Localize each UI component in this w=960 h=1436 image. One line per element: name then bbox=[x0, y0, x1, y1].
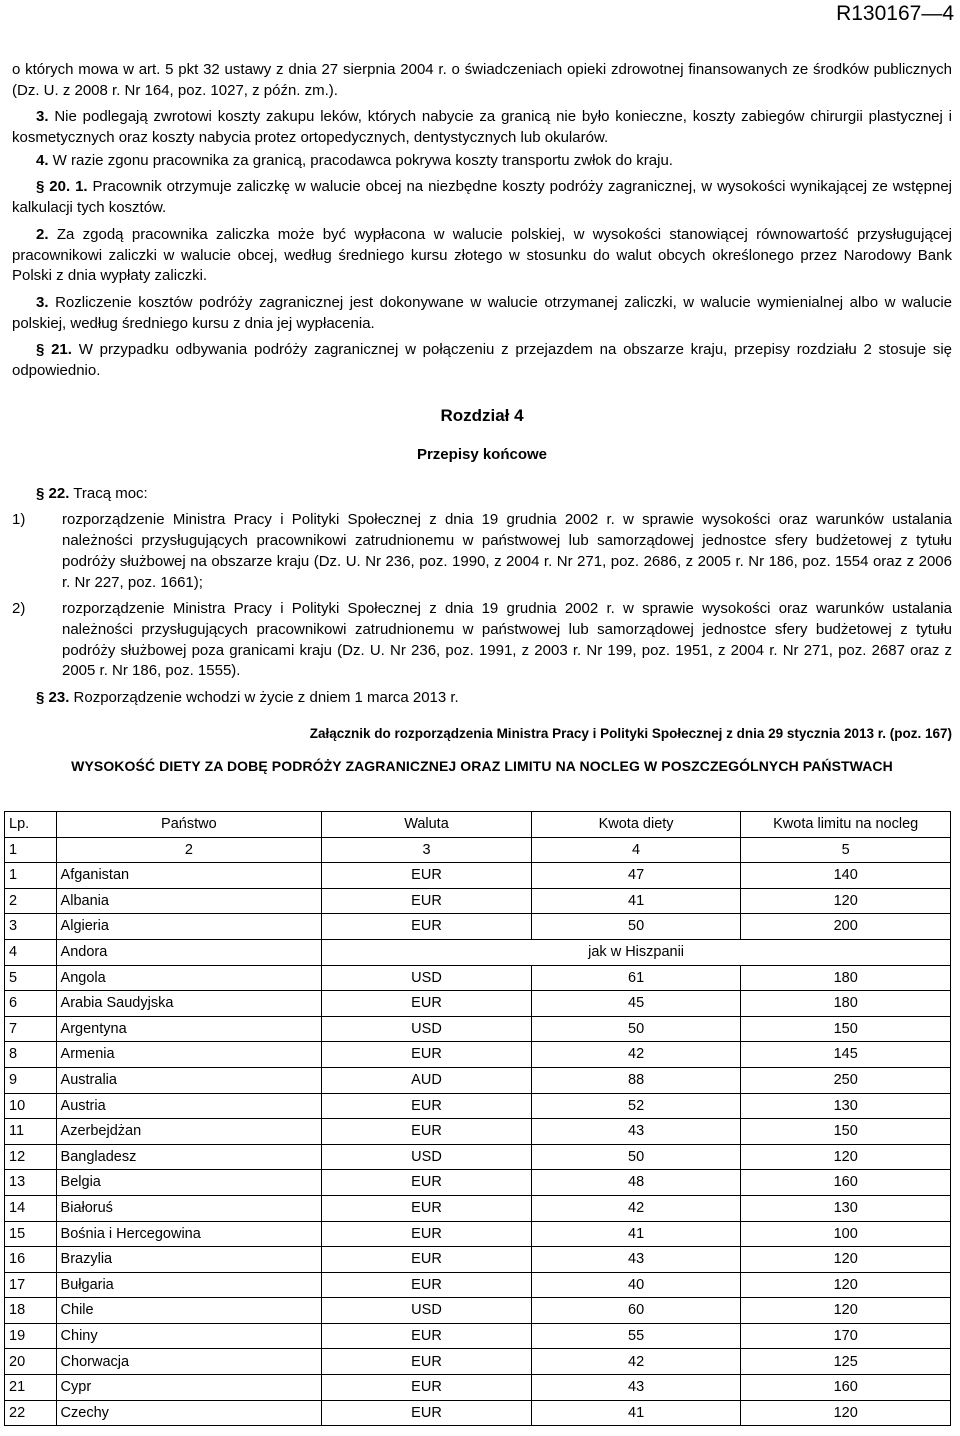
paragraph-number: § 23. bbox=[36, 688, 70, 706]
cell-lp: 18 bbox=[5, 1298, 57, 1324]
cell-currency: EUR bbox=[322, 1042, 532, 1068]
cell-country: Belgia bbox=[56, 1170, 322, 1196]
cell-limit: 250 bbox=[741, 1067, 951, 1093]
cell-currency: USD bbox=[322, 965, 532, 991]
cell-limit: 130 bbox=[741, 1195, 951, 1221]
annex-title: Załącznik do rozporządzenia Ministra Pracy i Polityki Społecznej z dnia 29 stycznia 2013 r. (poz. 167) bbox=[309, 725, 952, 741]
cell-lp: 5 bbox=[5, 965, 57, 991]
paragraph-text: W przypadku odbywania podróży zagranicznej w połączeniu z przejazdem na obszarze kraju, przepisy rozdziału 2 stosuje się odpowiednio. bbox=[12, 341, 953, 379]
repeal-item-text: rozporządzenie Ministra Pracy i Polityki Społecznej z dnia 19 grudnia 2002 r. w sprawie wysokości oraz warunków ustalania należności przysługujących pracownikowi zatrudnionemu w państwowej lub samorządowej jednostce sfery budżetowej z tytułu podróży służbowej na obszarze kraju (Dz. U. Nr 236, poz. 1990, z 2004 r. Nr 271, poz. 2686, z 2005 r. Nr 186, poz. 1554 oraz z 2006 r. Nr 227, poz. 1661); bbox=[62, 511, 952, 591]
table-row bbox=[5, 1272, 951, 1298]
cell-limit: 180 bbox=[741, 991, 951, 1017]
table-row bbox=[5, 1170, 951, 1196]
column-number: 3 bbox=[322, 837, 532, 863]
cell-limit: 120 bbox=[741, 1400, 951, 1426]
paragraph-19-3 bbox=[12, 107, 952, 148]
table-row bbox=[5, 1221, 951, 1247]
cell-currency: EUR bbox=[322, 991, 532, 1017]
cell-lp: 20 bbox=[5, 1349, 57, 1375]
cell-diet: 40 bbox=[531, 1272, 741, 1298]
table-row bbox=[5, 863, 951, 889]
cell-currency: EUR bbox=[322, 1093, 532, 1119]
table-row bbox=[5, 1375, 951, 1401]
table-row bbox=[5, 1093, 951, 1119]
paragraph-text: Pracownik otrzymuje zaliczkę w walucie obcej na niezbędne koszty podróży zagranicznej, w wysokości wynikającej ze wstępnej kalkulacji tych kosztów. bbox=[12, 178, 952, 217]
cell-diet: 43 bbox=[531, 1375, 741, 1401]
cell-diet: 48 bbox=[531, 1170, 741, 1196]
cell-diet: 42 bbox=[531, 1349, 741, 1375]
cell-currency: EUR bbox=[322, 888, 532, 914]
cell-currency: EUR bbox=[322, 863, 532, 889]
table-row bbox=[5, 1067, 951, 1093]
cell-country: Czechy bbox=[56, 1400, 322, 1426]
cell-country: Austria bbox=[56, 1093, 322, 1119]
cell-diet: 43 bbox=[531, 1247, 741, 1273]
paragraph-22 bbox=[12, 484, 952, 505]
cell-currency: EUR bbox=[322, 1272, 532, 1298]
cell-country: Argentyna bbox=[56, 1016, 322, 1042]
cell-country: Arabia Saudyjska bbox=[56, 991, 322, 1017]
repeal-item-number: 1) bbox=[12, 511, 26, 529]
cell-lp: 13 bbox=[5, 1170, 57, 1196]
paragraph-text: Rozporządzenie wchodzi w życie z dniem 1 marca 2013 r. bbox=[69, 688, 459, 706]
table-row bbox=[5, 1298, 951, 1324]
table-column-number-row bbox=[5, 837, 951, 863]
cell-lp: 21 bbox=[5, 1375, 57, 1401]
repeal-item-number: 2) bbox=[12, 600, 26, 618]
cell-lp: 2 bbox=[5, 888, 57, 914]
cell-limit: 120 bbox=[741, 1144, 951, 1170]
cell-limit: 170 bbox=[741, 1323, 951, 1349]
cell-currency: USD bbox=[322, 1144, 532, 1170]
paragraph-19-4 bbox=[12, 151, 952, 172]
column-header: Kwota limitu na nocleg bbox=[741, 812, 951, 838]
cell-lp: 6 bbox=[5, 991, 57, 1017]
cell-lp: 9 bbox=[5, 1067, 57, 1093]
cell-limit: 145 bbox=[741, 1042, 951, 1068]
cell-diet: 50 bbox=[531, 914, 741, 940]
cell-currency: EUR bbox=[322, 1119, 532, 1145]
table-row bbox=[5, 1349, 951, 1375]
cell-country: Afganistan bbox=[56, 863, 322, 889]
cell-diet: 88 bbox=[531, 1067, 741, 1093]
cell-diet: 42 bbox=[531, 1195, 741, 1221]
cell-country: Angola bbox=[56, 965, 322, 991]
paragraph-number: § 21. bbox=[36, 341, 72, 359]
paragraph-text: Nie podlegają zwrotowi koszty zakupu leków, których nabycie za granicą nie było konieczne, koszty zabiegów chirurgii plastycznej i kosmetycznych oraz koszty nabycia protez ortopedycznych, dentystycznych lub okularów. bbox=[12, 108, 952, 147]
cell-diet: 60 bbox=[531, 1298, 741, 1324]
column-number: 4 bbox=[531, 837, 741, 863]
cell-country: Brazylia bbox=[56, 1247, 322, 1273]
cell-diet: 41 bbox=[531, 1400, 741, 1426]
paragraph-20-3 bbox=[12, 293, 952, 334]
cell-country: Bułgaria bbox=[56, 1272, 322, 1298]
cell-country: Australia bbox=[56, 1067, 322, 1093]
cell-note: jak w Hiszpanii bbox=[322, 939, 951, 965]
cell-diet: 50 bbox=[531, 1016, 741, 1042]
cell-country: Azerbejdżan bbox=[56, 1119, 322, 1145]
repeal-list bbox=[12, 510, 952, 682]
cell-lp: 3 bbox=[5, 914, 57, 940]
cell-limit: 130 bbox=[741, 1093, 951, 1119]
paragraph-number: 4. bbox=[36, 151, 49, 169]
paragraph-23 bbox=[12, 688, 952, 709]
cell-country: Chiny bbox=[56, 1323, 322, 1349]
cell-country: Chorwacja bbox=[56, 1349, 322, 1375]
table-row bbox=[5, 939, 951, 965]
paragraph-text: Rozliczenie kosztów podróży zagranicznej jest dokonywane w walucie otrzymanej zaliczki, w walucie wymienialnej albo w walucie polskiej, według średniego kursu z dnia jej wypłacenia. bbox=[12, 293, 952, 332]
cell-diet: 52 bbox=[531, 1093, 741, 1119]
table-body bbox=[5, 863, 951, 1426]
cell-diet: 41 bbox=[531, 888, 741, 914]
repeal-item-text: rozporządzenie Ministra Pracy i Polityki Społecznej z dnia 19 grudnia 2002 r. w sprawie wysokości oraz warunków ustalania należności przysługujących pracownikowi zatrudnionemu w państwowej lub samorządowej jednostce sfery budżetowej z tytułu podróży służbowej poza granicami kraju (Dz. U. Nr 236, poz. 1991, z 2003 r. Nr 199, poz. 1951, z 2004 r. Nr 271, poz. 2687 oraz z 2005 r. Nr 186, poz. 1555). bbox=[62, 600, 952, 680]
cell-country: Bośnia i Hercegowina bbox=[56, 1221, 322, 1247]
table-row bbox=[5, 1016, 951, 1042]
cell-currency: EUR bbox=[322, 1400, 532, 1426]
per-diem-table bbox=[4, 811, 951, 1426]
cell-currency: AUD bbox=[322, 1067, 532, 1093]
cell-limit: 160 bbox=[741, 1375, 951, 1401]
cell-limit: 140 bbox=[741, 863, 951, 889]
table-header-row bbox=[5, 812, 951, 838]
repeal-item bbox=[12, 599, 952, 682]
cell-lp: 4 bbox=[5, 939, 57, 965]
cell-currency: EUR bbox=[322, 1170, 532, 1196]
cell-limit: 120 bbox=[741, 888, 951, 914]
column-number: 1 bbox=[5, 837, 57, 863]
cell-limit: 150 bbox=[741, 1016, 951, 1042]
cell-country: Andora bbox=[56, 939, 322, 965]
cell-lp: 11 bbox=[5, 1119, 57, 1145]
table-row bbox=[5, 914, 951, 940]
cell-limit: 120 bbox=[741, 1272, 951, 1298]
cell-diet: 43 bbox=[531, 1119, 741, 1145]
column-number: 2 bbox=[56, 837, 322, 863]
cell-lp: 1 bbox=[5, 863, 57, 889]
paragraph-number: 3. bbox=[36, 108, 49, 126]
chapter-subtitle: Przepisy końcowe bbox=[416, 446, 548, 464]
cell-currency: USD bbox=[322, 1016, 532, 1042]
cell-lp: 8 bbox=[5, 1042, 57, 1068]
cell-country: Armenia bbox=[56, 1042, 322, 1068]
cell-limit: 120 bbox=[741, 1298, 951, 1324]
document-body bbox=[12, 60, 952, 777]
cell-lp: 14 bbox=[5, 1195, 57, 1221]
table-title: WYSOKOŚĆ DIETY ZA DOBĘ PODRÓŻY ZAGRANICZNEJ ORAZ LIMITU NA NOCLEG W POSZCZEGÓLNYCH PAŃSTWACH bbox=[71, 758, 893, 775]
repeal-item bbox=[12, 510, 952, 593]
paragraph-text: W razie zgonu pracownika za granicą, pracodawca pokrywa koszty transportu zwłok do kraju. bbox=[48, 151, 673, 169]
table-row bbox=[5, 888, 951, 914]
cell-lp: 16 bbox=[5, 1247, 57, 1273]
cell-limit: 100 bbox=[741, 1221, 951, 1247]
column-header: Kwota diety bbox=[531, 812, 741, 838]
column-header: Państwo bbox=[56, 812, 322, 838]
cell-currency: EUR bbox=[322, 1349, 532, 1375]
cell-diet: 55 bbox=[531, 1323, 741, 1349]
cell-lp: 7 bbox=[5, 1016, 57, 1042]
table-row bbox=[5, 1247, 951, 1273]
cell-currency: EUR bbox=[322, 1323, 532, 1349]
paragraph-number: § 22. bbox=[36, 484, 70, 502]
cell-currency: EUR bbox=[322, 914, 532, 940]
cell-diet: 41 bbox=[531, 1221, 741, 1247]
paragraph-number: 2. bbox=[36, 225, 49, 243]
paragraph-number: 3. bbox=[36, 293, 49, 311]
cell-currency: EUR bbox=[322, 1375, 532, 1401]
table-row bbox=[5, 991, 951, 1017]
cell-country: Białoruś bbox=[56, 1195, 322, 1221]
cell-limit: 180 bbox=[741, 965, 951, 991]
cell-currency: EUR bbox=[322, 1221, 532, 1247]
paragraph-number: § 20. 1. bbox=[36, 178, 88, 196]
cell-country: Bangladesz bbox=[56, 1144, 322, 1170]
cell-country: Algieria bbox=[56, 914, 322, 940]
cell-limit: 200 bbox=[741, 914, 951, 940]
cell-diet: 42 bbox=[531, 1042, 741, 1068]
cell-diet: 61 bbox=[531, 965, 741, 991]
cell-limit: 160 bbox=[741, 1170, 951, 1196]
cell-country: Albania bbox=[56, 888, 322, 914]
paragraph-continuation: o których mowa w art. 5 pkt 32 ustawy z dnia 27 sierpnia 2004 r. o świadczeniach opieki zdrowotnej finansowanych ze środków publicznych (Dz. U. z 2008 r. Nr 164, poz. 1027, z późn. zm.). bbox=[12, 61, 952, 99]
cell-limit: 120 bbox=[741, 1247, 951, 1273]
cell-currency: EUR bbox=[322, 1247, 532, 1273]
table-row bbox=[5, 1400, 951, 1426]
cell-diet: 45 bbox=[531, 991, 741, 1017]
cell-lp: 15 bbox=[5, 1221, 57, 1247]
cell-limit: 150 bbox=[741, 1119, 951, 1145]
paragraph-20-1 bbox=[12, 177, 952, 218]
table-row bbox=[5, 1119, 951, 1145]
cell-country: Cypr bbox=[56, 1375, 322, 1401]
table-row bbox=[5, 1323, 951, 1349]
chapter-title: Rozdział 4 bbox=[440, 405, 524, 425]
page-id: R130167—4 bbox=[836, 2, 954, 25]
cell-limit: 125 bbox=[741, 1349, 951, 1375]
cell-lp: 22 bbox=[5, 1400, 57, 1426]
paragraph-text: Tracą moc: bbox=[69, 484, 148, 502]
column-header: Lp. bbox=[5, 812, 57, 838]
cell-country: Chile bbox=[56, 1298, 322, 1324]
cell-lp: 17 bbox=[5, 1272, 57, 1298]
cell-lp: 10 bbox=[5, 1093, 57, 1119]
column-number: 5 bbox=[741, 837, 951, 863]
cell-currency: USD bbox=[322, 1298, 532, 1324]
table-row bbox=[5, 1195, 951, 1221]
table-row bbox=[5, 1144, 951, 1170]
paragraph-21 bbox=[12, 340, 952, 381]
cell-lp: 19 bbox=[5, 1323, 57, 1349]
table-row bbox=[5, 965, 951, 991]
column-header: Waluta bbox=[322, 812, 532, 838]
cell-diet: 47 bbox=[531, 863, 741, 889]
table-row bbox=[5, 1042, 951, 1068]
cell-currency: EUR bbox=[322, 1195, 532, 1221]
paragraph-text: Za zgodą pracownika zaliczka może być wypłacona w walucie polskiej, w wysokości stanowiącej równowartość przysługującej pracownikowi zaliczki w walucie obcej, według średniego kursu złotego w stosunku do walut obcych określonego przez Narodowy Bank Polski z dnia wypłaty zaliczki. bbox=[12, 225, 952, 285]
cell-lp: 12 bbox=[5, 1144, 57, 1170]
paragraph-20-2 bbox=[12, 225, 952, 287]
cell-diet: 50 bbox=[531, 1144, 741, 1170]
